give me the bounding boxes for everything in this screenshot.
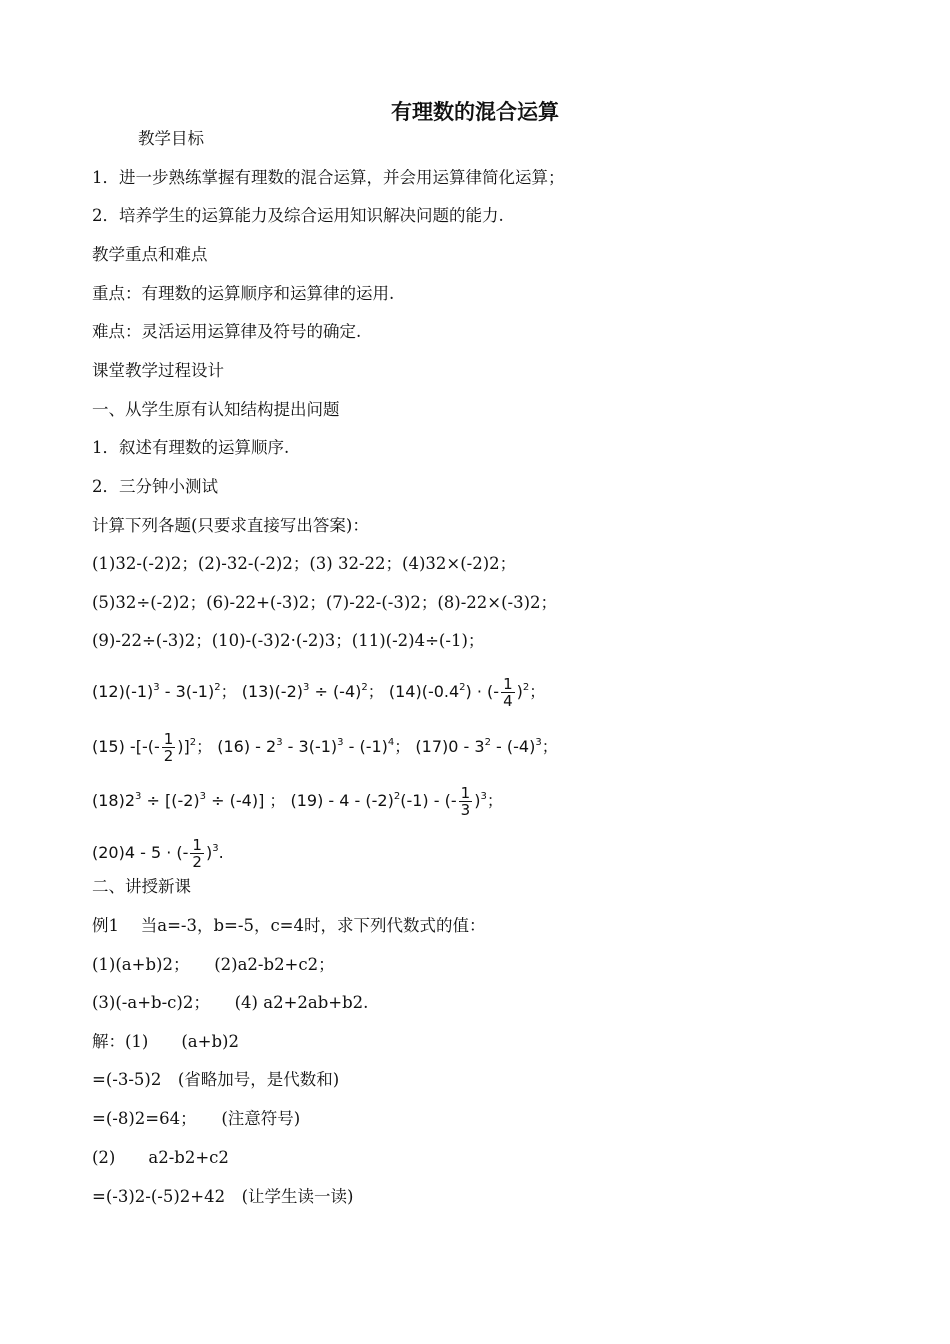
solution-line: 解：(1) (a+b)2 (92, 1032, 239, 1051)
section-heading: 教学目标 (138, 129, 204, 148)
solution-line: (2) a2-b2+c2 (92, 1148, 229, 1167)
formula-15: (15) -[-(- $\frac{1}{2}$ )]$^2$； (92, 730, 213, 765)
paragraph: 1．叙述有理数的运算顺序. (92, 438, 290, 457)
paragraph: 2．培养学生的运算能力及综合运用知识解决问题的能力. (92, 206, 504, 225)
paragraph: 计算下列各题(只要求直接写出答案)： (92, 516, 369, 535)
exercise-line: (1)(a+b)2； (2)a2-b2+c2； (92, 955, 335, 974)
section-heading: 课堂教学过程设计 (92, 361, 224, 380)
formula-14: $(14)(-0.4^2)$ · (- $\frac{1}{4}$ )$^2$； (388, 675, 546, 710)
fraction: $\frac{1}{4}$ (503, 675, 513, 710)
exercise-line: (5)32÷(-2)2；(6)-22+(-3)2；(7)-22-(-3)2；(8)-22×(-3)2； (92, 593, 558, 612)
formula-line (92, 731, 558, 764)
formula-18: $(18)2^3 \div [(-2)^3 \div (-4)]$ ； (92, 791, 286, 810)
solution-line: =(-3-5)2 (省略加号，是代数和) (92, 1070, 340, 1089)
formula-16: $(16) - 2^3 - 3(-1)^3 - (-1)^4$； (217, 737, 411, 756)
formula-line (92, 785, 503, 818)
formula-20: (20)4 - 5 · (- $\frac{1}{2}$ )$^3$. (92, 836, 224, 871)
section-heading: 二、讲授新课 (92, 877, 191, 896)
formula-line (92, 837, 224, 870)
section-heading: 教学重点和难点 (92, 245, 208, 264)
solution-line: =(-8)2=64； (注意符号) (92, 1109, 301, 1128)
formula-12: $(12)(-1)^3 - 3(-1)^2$； (92, 682, 237, 701)
exercise-line: (3)(-a+b-c)2； (4) a2+2ab+b2. (92, 993, 369, 1012)
paragraph: 难点：灵活运用运算律及符号的确定. (92, 322, 362, 341)
section-heading: 一、从学生原有认知结构提出问题 (92, 400, 340, 419)
example-heading: 例1 当a=-3，b=-5，c=4时，求下列代数式的值： (92, 916, 486, 935)
formula-17: $(17)0 - 3^2 - (-4)^3$； (415, 737, 558, 756)
fraction: $\frac{1}{2}$ (192, 836, 202, 871)
exercise-line: (9)-22÷(-3)2；(10)-(-3)2·(-2)3；(11)(-2)4÷(-1)； (92, 631, 485, 650)
page-title: 有理数的混合运算 (391, 100, 559, 124)
exercise-line: (1)32-(-2)2；(2)-32-(-2)2；(3) 32-22；(4)32×(-2)2； (92, 554, 517, 573)
formula-19: $(19) - 4 - (-2)^2(-1)$ - (- $\frac{1}{3}$ )$^3$； (290, 784, 503, 819)
formula-line (92, 676, 545, 709)
solution-line: =(-3)2-(-5)2+42 (让学生读一读) (92, 1187, 354, 1206)
fraction: $\frac{1}{3}$ (460, 784, 471, 819)
paragraph: 1．进一步熟练掌握有理数的混合运算，并会用运算律简化运算； (92, 168, 565, 187)
paragraph: 2．三分钟小测试 (92, 477, 218, 496)
formula-13: $(13)(-2)^3 \div (-4)^2$； (241, 682, 384, 701)
fraction: $\frac{1}{2}$ (163, 730, 174, 765)
paragraph: 重点：有理数的运算顺序和运算律的运用. (92, 284, 395, 303)
